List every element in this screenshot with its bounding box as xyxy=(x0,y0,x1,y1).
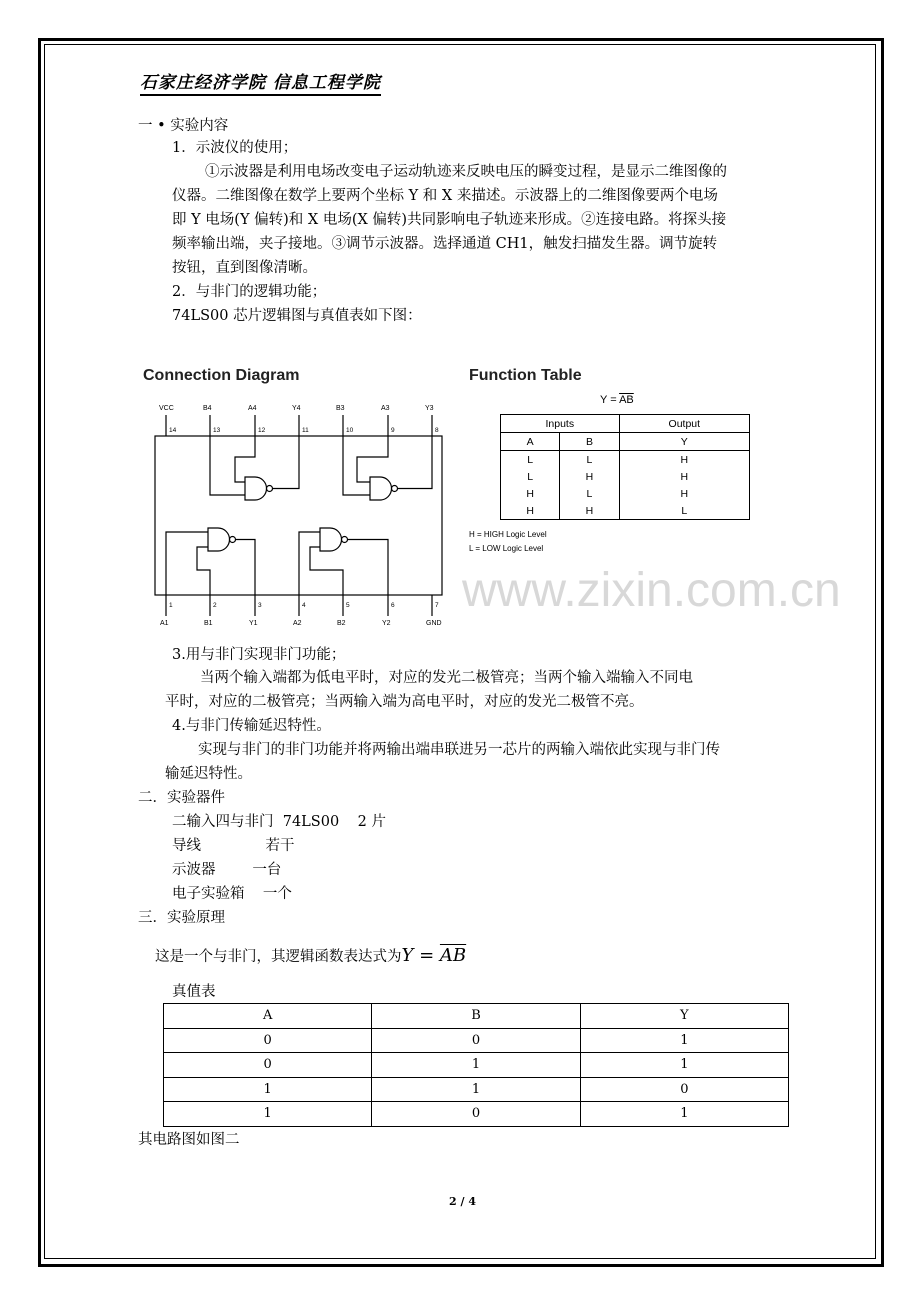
wire xyxy=(273,436,300,489)
cell: 1 xyxy=(580,1053,788,1078)
paragraph-line: 仪器。二维图像在数学上要两个坐标 Y 和 X 来描述。示波器上的二维图像要两个电场 xyxy=(172,188,718,204)
pin-number-bottom: 5 xyxy=(346,602,350,609)
pin-label-bottom: GND xyxy=(426,620,442,627)
pin-number-bottom: 6 xyxy=(391,602,395,609)
cell: H xyxy=(501,502,560,520)
cell: H xyxy=(560,468,619,485)
connection-diagram xyxy=(130,360,460,630)
equipment-item: 示波器 一台 xyxy=(172,862,282,878)
nand-gate xyxy=(245,477,267,500)
cell: L xyxy=(619,502,749,520)
cell: 0 xyxy=(372,1102,580,1127)
pin-number-top: 14 xyxy=(169,427,177,434)
table-row xyxy=(501,502,750,520)
wire xyxy=(236,540,256,596)
inversion-bubble xyxy=(342,537,348,543)
paragraph-line: ①示波器是利用电场改变电子运动轨迹来反映电压的瞬变过程，是显示二维图像的 xyxy=(205,164,727,180)
cell: 1 xyxy=(580,1102,788,1127)
pin-label-bottom: B1 xyxy=(204,620,213,627)
page-header-title: 石家庄经济学院 信息工程学院 xyxy=(140,72,381,96)
cell: 1 xyxy=(164,1077,372,1102)
pin-number-bottom: 2 xyxy=(213,602,217,609)
cell: 0 xyxy=(164,1028,372,1053)
legend-high: H = HIGH Logic Level xyxy=(469,530,547,539)
wire xyxy=(235,436,255,482)
col-y: Y xyxy=(580,1004,788,1029)
circuit-caption: 其电路图如图二 xyxy=(138,1132,240,1148)
truth-table xyxy=(163,1003,789,1127)
pin-label-bottom: Y1 xyxy=(249,620,258,627)
pin-number-bottom: 3 xyxy=(258,602,262,609)
table-row xyxy=(164,1077,789,1102)
equation-lhs: Y = xyxy=(600,394,620,406)
col-a: A xyxy=(501,433,560,451)
inversion-bubble xyxy=(267,486,273,492)
legend-low: L = LOW Logic Level xyxy=(469,544,544,553)
equipment-item: 电子实验箱 一个 xyxy=(172,886,292,902)
pin-label-top: B3 xyxy=(336,405,345,412)
cell: H xyxy=(619,451,749,469)
pin-number-top: 13 xyxy=(213,427,221,434)
pin-label-top: A4 xyxy=(248,405,257,412)
col-b: B xyxy=(372,1004,580,1029)
pin-number-top: 10 xyxy=(346,427,354,434)
formula-rhs: $\overline{AB}$ xyxy=(439,945,467,966)
pin-number-top: 12 xyxy=(258,427,266,434)
function-table xyxy=(500,414,750,520)
paragraph-line: 平时，对应的二极管亮；当两输入端为高电平时，对应的发光二极管不亮。 xyxy=(165,694,644,710)
formula-lhs: Y = xyxy=(401,945,440,966)
pin-label-bottom: A1 xyxy=(160,620,169,627)
paragraph-line: 输延迟特性。 xyxy=(165,766,252,782)
output-header: Output xyxy=(619,415,749,433)
item2-title: 2．与非门的逻辑功能； xyxy=(172,284,327,300)
table-row xyxy=(501,468,750,485)
pin-number-bottom: 7 xyxy=(435,602,439,609)
pin-number-bottom: 1 xyxy=(169,602,173,609)
col-y: Y xyxy=(619,433,749,451)
cell: 1 xyxy=(372,1077,580,1102)
table-header-row xyxy=(164,1004,789,1029)
section3-heading: 三．实验原理 xyxy=(138,910,225,926)
col-b: B xyxy=(560,433,619,451)
paragraph-line: 即 Y 电场(Y 偏转)和 X 电场(X 偏转)共同影响电子轨迹来形成。②连接电路。将探头接 xyxy=(172,212,727,228)
pin-label-top: A3 xyxy=(381,405,390,412)
wire xyxy=(166,532,208,595)
wire xyxy=(398,436,433,489)
cell: 1 xyxy=(372,1053,580,1078)
cell: 1 xyxy=(164,1102,372,1127)
cell: 0 xyxy=(372,1028,580,1053)
col-a: A xyxy=(164,1004,372,1029)
wire xyxy=(310,547,343,595)
cell: 0 xyxy=(164,1053,372,1078)
connection-diagram-title: Connection Diagram xyxy=(143,367,300,384)
cell: L xyxy=(501,451,560,469)
wire xyxy=(197,547,210,595)
cell: 1 xyxy=(580,1028,788,1053)
pin-label-top: Y3 xyxy=(425,405,434,412)
pin-label-top: Y4 xyxy=(292,405,301,412)
wire xyxy=(357,436,388,482)
cell: H xyxy=(619,468,749,485)
formula-line xyxy=(155,946,466,967)
paragraph-line: 按钮，直到图像清晰。 xyxy=(172,260,317,276)
item3-title: 3.用与非门实现非门功能； xyxy=(172,647,346,663)
paragraph-line: 当两个输入端都为低电平时，对应的发光二极管亮；当两个输入端输入不同电 xyxy=(200,670,693,686)
table-row xyxy=(501,451,750,469)
paragraph-line: 频率输出端，夹子接地。③调节示波器。选择通道 CH1，触发扫描发生器。调节旋转 xyxy=(172,236,718,252)
equipment-item: 二输入四与非门 74LS00 2 片 xyxy=(172,814,386,830)
inputs-header: Inputs xyxy=(501,415,620,433)
truth-table-caption: 真值表 xyxy=(172,984,216,1000)
pin-label-bottom: B2 xyxy=(337,620,346,627)
item2-caption: 74LS00 芯片逻辑图与真值表如下图： xyxy=(172,308,422,324)
pin-label-bottom: Y2 xyxy=(382,620,391,627)
equipment-item: 导线 若干 xyxy=(172,838,295,854)
nand-gate xyxy=(320,528,342,551)
wire xyxy=(210,436,245,495)
pin-number-bottom: 4 xyxy=(302,602,306,609)
inversion-bubble xyxy=(392,486,398,492)
pin-label-top: B4 xyxy=(203,405,212,412)
formula-text: 这是一个与非门，其逻辑函数表达式为 xyxy=(155,949,402,965)
table-row xyxy=(164,1028,789,1053)
pin-number-top: 8 xyxy=(435,427,439,434)
cell: H xyxy=(501,485,560,502)
table-row xyxy=(501,485,750,502)
inversion-bubble xyxy=(230,537,236,543)
cell: L xyxy=(501,468,560,485)
pin-label-bottom: A2 xyxy=(293,620,302,627)
equation-rhs: $\overline{AB}$ xyxy=(619,394,634,406)
cell: 0 xyxy=(580,1077,788,1102)
cell: L xyxy=(560,451,619,469)
wire xyxy=(348,540,389,596)
section2-heading: 二．实验器件 xyxy=(138,790,225,806)
paragraph-line: 实现与非门的非门功能并将两输出端串联进另一芯片的两输入端依此实现与非门传 xyxy=(198,742,720,758)
pin-label-top: VCC xyxy=(159,405,174,412)
item1-title: 1．示波仪的使用； xyxy=(172,140,298,156)
cell: H xyxy=(619,485,749,502)
pin-number-top: 9 xyxy=(391,427,395,434)
table-row xyxy=(164,1053,789,1078)
function-equation xyxy=(600,394,634,406)
cell: H xyxy=(560,502,619,520)
item4-title: 4.与非门传输延迟特性。 xyxy=(172,718,331,734)
table-row xyxy=(164,1102,789,1127)
nand-gate xyxy=(370,477,392,500)
watermark: www.zixin.com.cn xyxy=(462,564,841,617)
pin-number-top: 11 xyxy=(302,427,309,434)
function-table-title: Function Table xyxy=(469,367,582,384)
section1-heading: 一 • 实验内容 xyxy=(138,118,229,134)
cell: L xyxy=(560,485,619,502)
nand-gate xyxy=(208,528,230,551)
page-number: 2 / 4 xyxy=(449,1195,476,1208)
